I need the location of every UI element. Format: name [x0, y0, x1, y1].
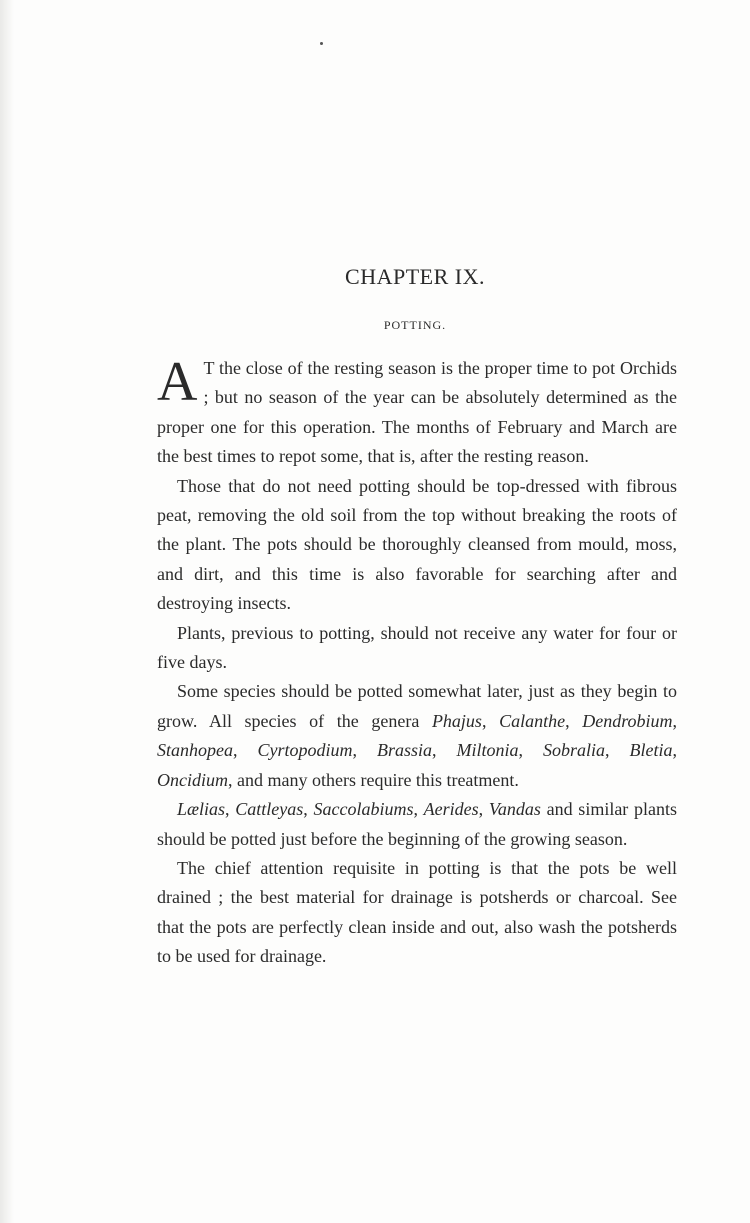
genus-name: Cyrtopodium — [257, 740, 353, 761]
drop-cap: A — [157, 351, 198, 413]
genus-name: Calanthe — [499, 710, 566, 731]
paragraph-4: Some species should be potted somewhat later, just as they begin to grow. All species of the genera Phajus, Calanthe, Dendrobium, Stanhopea, Cyrtopodium, Brassia, Miltonia, Sobralia, Bletia, Oncidium, and many others require this treatment. — [157, 681, 678, 790]
paragraph-2: Those that do not need potting should be top-dressed with fibrous peat, removing the old soil from the top without breaking the roots of the plant. The pots should be thoroughly cleansed from mould, moss, and dirt, and this time is also favorable for searching after and destroying insects. — [157, 475, 677, 614]
genus-name: Saccolabiums — [313, 799, 414, 820]
genus-name: Cattleyas — [235, 799, 304, 820]
genus-name: Stanhopea — [157, 740, 233, 761]
genus-name: Sobralia — [543, 740, 606, 761]
genus-name: Lælias — [177, 799, 226, 820]
paragraph-3: Plants, previous to potting, should not receive any water for four or five days. — [157, 622, 677, 673]
genus-name: Brassia — [377, 740, 433, 761]
paragraph-1-text: T the close of the resting season is the proper time to pot Orchids ; but no season of the year can be absolutely determined as the proper one for this operation. The months of February and March are the best times to repot some, that is, after the resting reason. — [157, 358, 677, 467]
ink-speck — [320, 42, 323, 45]
genus-name: Miltonia — [456, 740, 519, 761]
genus-name: Aerides — [423, 799, 479, 820]
body-text — [157, 351, 678, 972]
paragraph-6: The chief attention requisite in potting is that the pots be well drained ; the best material for drainage is potsherds or charcoal. See that the pots are perfectly clean inside and out, also wash the potsherds to be used for drainage. — [157, 857, 677, 967]
paragraph-5-end: and similar plants should be potted just before the beginning of the growing season. — [157, 799, 678, 849]
section-title: POTTING. — [383, 318, 447, 332]
paragraph-4-intro: Some species should be potted somewhat later, just as they begin to grow. All species of the genera — [157, 681, 677, 731]
paragraph-5: Lælias, Cattleyas, Saccolabiums, Aerides, Vandas and similar plants should be potted just before the beginning of the growing season. — [157, 799, 678, 849]
page-edge-shadow — [0, 0, 14, 1223]
chapter-title: CHAPTER IX. — [345, 264, 485, 289]
genus-name: Vandas — [488, 799, 541, 820]
paragraph-1 — [157, 351, 677, 472]
genus-name: Dendrobium — [582, 710, 673, 731]
genus-name: Bletia — [629, 740, 673, 761]
genus-name: Phajus — [431, 710, 482, 731]
paragraph-4-end: , and many others require this treatment. — [228, 769, 519, 790]
genus-name: Oncidium — [157, 769, 228, 790]
